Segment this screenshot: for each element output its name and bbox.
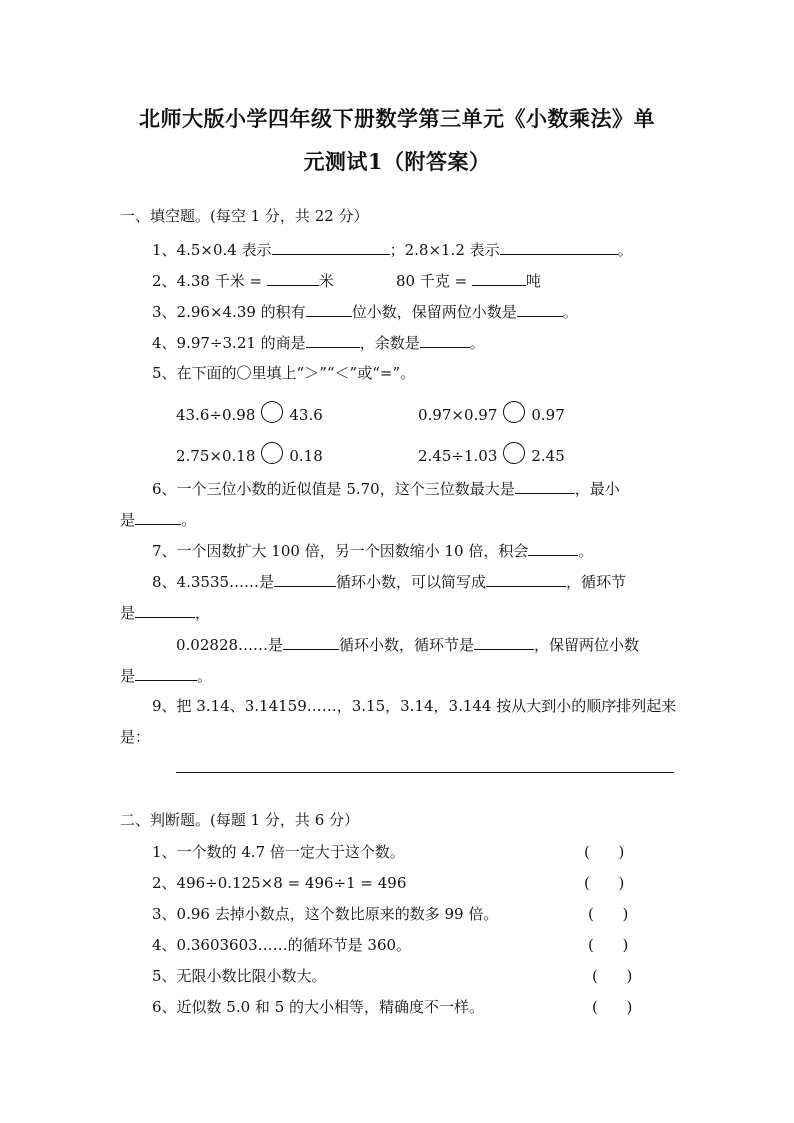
question-8-line4 bbox=[120, 665, 212, 686]
q8-blank-4[interactable] bbox=[283, 634, 339, 650]
q8-text-i: 是 bbox=[120, 667, 136, 685]
q4-text-c: 。 bbox=[469, 334, 485, 352]
question-2b bbox=[396, 270, 541, 291]
question-6-line1 bbox=[152, 478, 620, 499]
judge-item-3: 3、0.96 去掉小数点，这个数比原来的数多 99 倍。 bbox=[152, 905, 499, 923]
q3-blank-1[interactable] bbox=[306, 301, 352, 317]
q4-text-a: 4、9.97÷3.21 的商是 bbox=[152, 334, 306, 352]
compare-2-right: 0.97 bbox=[531, 406, 565, 424]
question-9-line2: 是： bbox=[120, 728, 151, 746]
question-3 bbox=[152, 301, 578, 322]
compare-1-right: 43.6 bbox=[289, 406, 323, 424]
question-8-line3 bbox=[176, 634, 639, 655]
judge-4-answer[interactable]: ( ) bbox=[588, 936, 629, 954]
q3-text-a: 3、2.96×4.39 的积有 bbox=[152, 303, 306, 321]
q8-text-f: 0.02828……是 bbox=[176, 636, 284, 654]
q9-answer-line[interactable] bbox=[176, 772, 674, 773]
question-6-line2 bbox=[120, 509, 196, 530]
q3-text-b: 位小数，保留两位小数是 bbox=[351, 303, 517, 321]
q6-text-d: 。 bbox=[181, 511, 197, 529]
q8-blank-2[interactable] bbox=[486, 571, 566, 587]
question-2a bbox=[152, 270, 334, 291]
question-8-line1 bbox=[152, 571, 626, 592]
q8-blank-6[interactable] bbox=[135, 665, 197, 681]
compare-3-circle[interactable] bbox=[261, 442, 283, 464]
q6-text-b: ，最小 bbox=[574, 480, 620, 498]
question-4 bbox=[152, 332, 485, 353]
page-title-line1: 北师大版小学四年级下册数学第三单元《小数乘法》单 bbox=[139, 106, 655, 131]
judge-5-answer[interactable]: ( ) bbox=[592, 967, 633, 985]
q2-text-d: 吨 bbox=[525, 272, 541, 290]
compare-3-right: 0.18 bbox=[289, 447, 323, 465]
compare-4-left: 2.45÷1.03 bbox=[418, 447, 498, 465]
compare-4-right: 2.45 bbox=[531, 447, 565, 465]
compare-item-1 bbox=[176, 401, 323, 425]
compare-3-left: 2.75×0.18 bbox=[176, 447, 256, 465]
q4-blank-1[interactable] bbox=[306, 332, 360, 348]
judge-1-answer[interactable]: ( ) bbox=[584, 843, 625, 861]
q8-text-a: 8、4.3535……是 bbox=[152, 573, 275, 591]
compare-item-3 bbox=[176, 442, 323, 466]
q8-text-h: ，保留两位小数 bbox=[534, 636, 640, 654]
q4-text-b: ，余数是 bbox=[359, 334, 420, 352]
compare-1-circle[interactable] bbox=[261, 401, 283, 423]
compare-2-circle[interactable] bbox=[503, 401, 525, 423]
question-5: 5、在下面的〇里填上“＞”“＜”或“=”。 bbox=[152, 364, 416, 382]
compare-4-circle[interactable] bbox=[503, 442, 525, 464]
q3-blank-2[interactable] bbox=[517, 301, 563, 317]
q8-text-d: 是 bbox=[120, 604, 136, 622]
q8-text-c: ，循环节 bbox=[566, 573, 627, 591]
q8-blank-5[interactable] bbox=[474, 634, 534, 650]
q1-text-a: 1、4.5×0.4 表示 bbox=[152, 241, 272, 259]
q2-text-c: 80 千克 = bbox=[396, 272, 472, 290]
q2-blank-2[interactable] bbox=[472, 270, 526, 286]
q7-text-b: 。 bbox=[578, 542, 594, 560]
judge-item-1: 1、一个数的 4.7 倍一定大于这个数。 bbox=[152, 843, 405, 861]
q1-text-c: 。 bbox=[617, 241, 633, 259]
question-7 bbox=[152, 540, 593, 561]
section1-heading: 一、填空题。(每空 1 分，共 22 分） bbox=[120, 207, 369, 225]
q2-text-a: 2、4.38 千米 = bbox=[152, 272, 267, 290]
question-1 bbox=[152, 239, 633, 260]
compare-item-4 bbox=[418, 442, 565, 466]
q8-blank-1[interactable] bbox=[274, 571, 336, 587]
q6-blank-2[interactable] bbox=[135, 509, 181, 525]
q2-text-b: 米 bbox=[318, 272, 334, 290]
q6-text-a: 6、一个三位小数的近似值是 5.70，这个三位数最大是 bbox=[152, 480, 515, 498]
judge-2-answer[interactable]: ( ) bbox=[584, 874, 625, 892]
q2-blank-1[interactable] bbox=[267, 270, 319, 286]
compare-item-2 bbox=[418, 401, 565, 425]
q7-blank-1[interactable] bbox=[528, 540, 578, 556]
page-title-line2: 元测试1（附答案） bbox=[303, 149, 491, 174]
section2-heading: 二、判断题。(每题 1 分，共 6 分） bbox=[120, 811, 360, 829]
judge-item-2: 2、496÷0.125×8 = 496÷1 = 496 bbox=[152, 874, 407, 892]
judge-item-5: 5、无限小数比限小数大。 bbox=[152, 967, 327, 985]
compare-1-left: 43.6÷0.98 bbox=[176, 406, 256, 424]
q3-text-c: 。 bbox=[562, 303, 578, 321]
q8-text-j: 。 bbox=[197, 667, 213, 685]
q8-blank-3[interactable] bbox=[135, 602, 195, 618]
q7-text-a: 7、一个因数扩大 100 倍，另一个因数缩小 10 倍，积会 bbox=[152, 542, 529, 560]
q8-text-e: ， bbox=[195, 604, 211, 622]
question-9-line1: 9、把 3.14、3.14159……，3.15，3.14，3.144 按从大到小的顺序排列起来 bbox=[152, 697, 677, 715]
judge-3-answer[interactable]: ( ) bbox=[588, 905, 629, 923]
q4-blank-2[interactable] bbox=[420, 332, 470, 348]
compare-2-left: 0.97×0.97 bbox=[418, 406, 498, 424]
q1-text-b: ；2.8×1.2 表示 bbox=[389, 241, 500, 259]
judge-6-answer[interactable]: ( ) bbox=[592, 998, 633, 1016]
q6-blank-1[interactable] bbox=[515, 478, 575, 494]
judge-item-6: 6、近似数 5.0 和 5 的大小相等，精确度不一样。 bbox=[152, 998, 485, 1016]
judge-item-4: 4、0.3603603……的循环节是 360。 bbox=[152, 936, 412, 954]
q8-text-g: 循环小数，循环节是 bbox=[339, 636, 475, 654]
question-8-line2 bbox=[120, 602, 210, 623]
q6-text-c: 是 bbox=[120, 511, 136, 529]
q8-text-b: 循环小数，可以简写成 bbox=[336, 573, 487, 591]
q1-blank-1[interactable] bbox=[272, 239, 390, 255]
q1-blank-2[interactable] bbox=[500, 239, 618, 255]
